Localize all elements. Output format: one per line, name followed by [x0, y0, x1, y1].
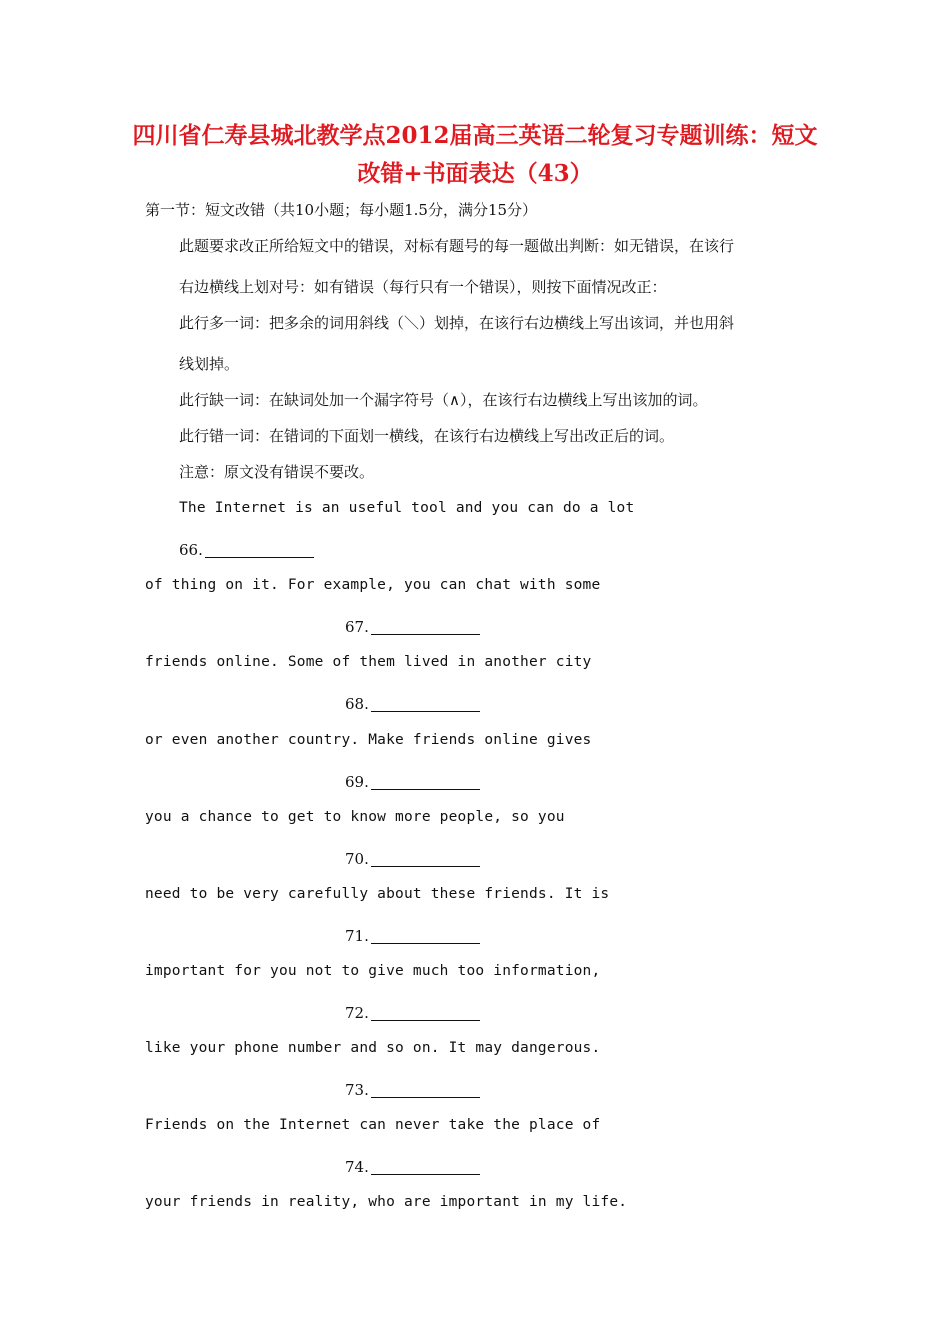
instruction-line: 注意：原文没有错误不要改。	[179, 463, 375, 481]
answer-blank-69[interactable]	[345, 774, 480, 790]
question-number: 71.	[345, 927, 369, 945]
instruction-line: 此题要求改正所给短文中的错误，对标有题号的每一题做出判断：如无错误，在该行	[179, 237, 735, 255]
passage-line: or even another country. Make friends online gives	[145, 732, 592, 748]
answer-line[interactable]	[371, 774, 480, 790]
answer-blank-71[interactable]	[345, 928, 480, 944]
answer-line[interactable]	[205, 542, 314, 558]
question-number: 68.	[345, 695, 369, 713]
question-number: 66.	[179, 541, 203, 559]
answer-line[interactable]	[371, 619, 480, 635]
passage-line: Friends on the Internet can never take the place of	[145, 1117, 601, 1133]
instruction-line: 此行错一词：在错词的下面划一横线，在该行右边横线上写出改正后的词。	[179, 427, 675, 445]
answer-line[interactable]	[371, 1159, 480, 1175]
answer-blank-67[interactable]	[345, 619, 480, 635]
instruction-line: 此行缺一词：在缺词处加一个漏字符号（∧），在该行右边横线上写出该加的词。	[179, 391, 708, 409]
question-number: 73.	[345, 1081, 369, 1099]
instruction-line: 右边横线上划对号：如有错误（每行只有一个错误），则按下面情况改正：	[179, 278, 667, 296]
answer-blank-66[interactable]	[179, 542, 314, 558]
passage-line: like your phone number and so on. It may dangerous.	[145, 1040, 601, 1056]
answer-line[interactable]	[371, 928, 480, 944]
passage-line: of thing on it. For example, you can chat with some	[145, 577, 601, 593]
answer-line[interactable]	[371, 851, 480, 867]
section-heading: 第一节：短文改错（共10小题；每小题1.5分，满分15分）	[145, 201, 538, 219]
passage-line: friends online. Some of them lived in another city	[145, 654, 592, 670]
question-number: 70.	[345, 850, 369, 868]
document-title-line-1: 四川省仁寿县城北教学点2012届高三英语二轮复习专题训练：短文	[132, 122, 818, 149]
answer-blank-68[interactable]	[345, 696, 480, 712]
answer-blank-74[interactable]	[345, 1159, 480, 1175]
question-number: 74.	[345, 1158, 369, 1176]
instruction-line: 线划掉。	[179, 355, 240, 373]
passage-line: The Internet is an useful tool and you can do a lot	[179, 500, 635, 516]
question-number: 69.	[345, 773, 369, 791]
answer-blank-70[interactable]	[345, 851, 480, 867]
passage-line: important for you not to give much too information,	[145, 963, 601, 979]
instruction-line: 此行多一词：把多余的词用斜线（＼）划掉，在该行右边横线上写出该词，并也用斜	[179, 314, 735, 332]
question-number: 72.	[345, 1004, 369, 1022]
answer-line[interactable]	[371, 1005, 480, 1021]
passage-line: you a chance to get to know more people, so you	[145, 809, 565, 825]
passage-line: need to be very carefully about these friends. It is	[145, 886, 610, 902]
answer-blank-72[interactable]	[345, 1005, 480, 1021]
answer-line[interactable]	[371, 696, 480, 712]
answer-blank-73[interactable]	[345, 1082, 480, 1098]
document-title-line-2: 改错+书面表达（43）	[357, 160, 593, 187]
answer-line[interactable]	[371, 1082, 480, 1098]
passage-line: your friends in reality, who are important in my life.	[145, 1194, 628, 1210]
question-number: 67.	[345, 618, 369, 636]
